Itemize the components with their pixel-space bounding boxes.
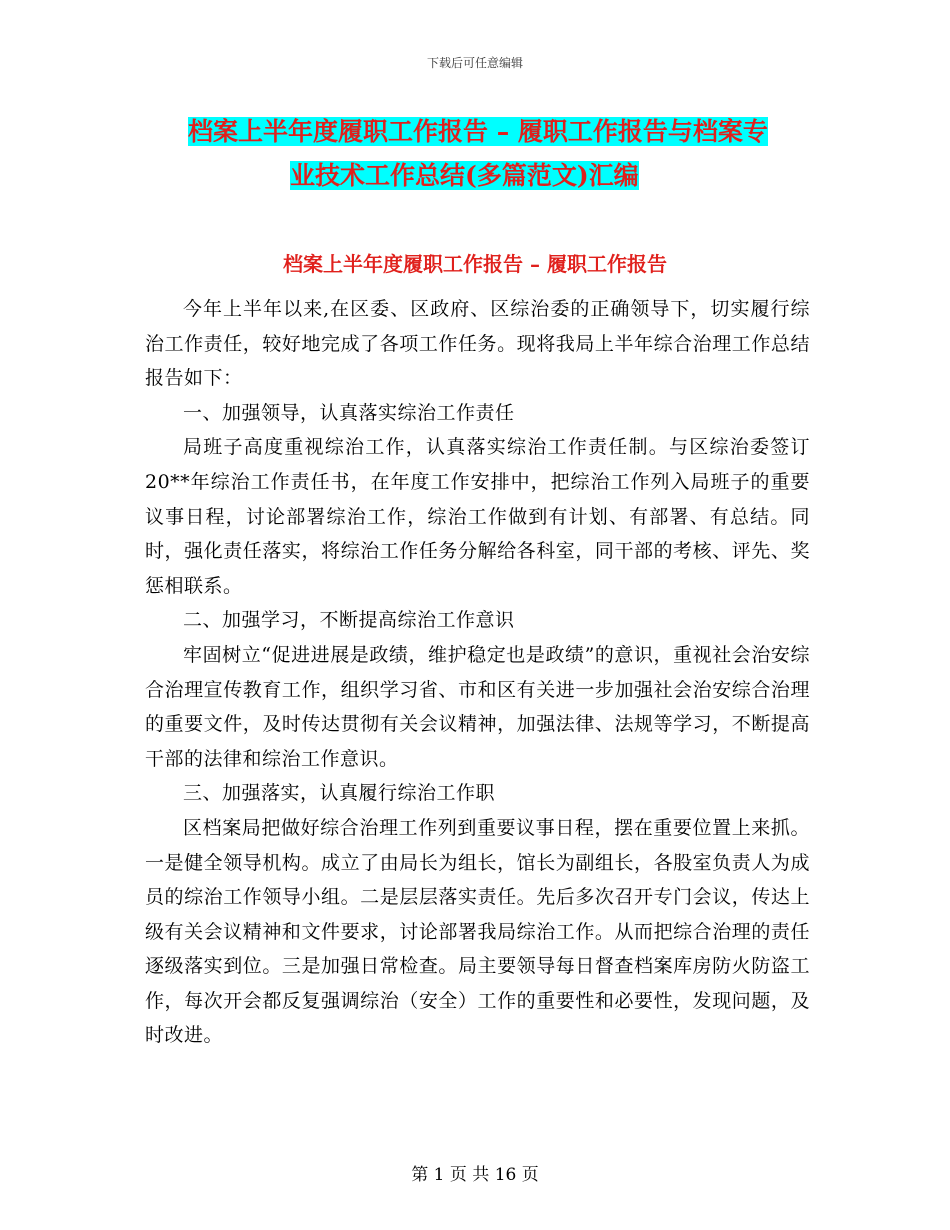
paragraph-section-2: 牢固树立“促进进展是政绩，维护稳定也是政绩”的意识，重视社会治安综合治理宣传教育工作，组织学习省、市和区有关进一步加强社会治安综合治理的重要文件，及时传达贯彻有关会议精神，加强法律、法规等学习，不断提高干部的法律和综治工作意识。	[145, 643, 810, 770]
title-highlight-2: 业技术工作总结(多篇范文)汇编	[290, 161, 639, 190]
heading-section-3: 三、加强落实，认真履行综治工作职	[183, 782, 496, 805]
document-title-line-1	[188, 110, 850, 154]
document-body	[145, 292, 810, 1053]
section-subtitle: 档案上半年度履职工作报告 – 履职工作报告	[283, 252, 667, 276]
document-title-line-2	[290, 154, 850, 198]
paragraph-section-1: 局班子高度重视综治工作，认真落实综治工作责任制。与区综治委签订20**年综治工作责任书，在年度工作安排中，把综治工作列入局班子的重要议事日程，讨论部署综治工作，综治工作做到有计划、有部署、有总结。同时，强化责任落实，将综治工作任务分解给各科室，同干部的考核、评先、奖惩相联系。	[145, 436, 810, 597]
heading-section-2: 二、加强学习，不断提高综治工作意识	[183, 609, 515, 632]
heading-section-1: 一、加强领导，认真落实综治工作责任	[183, 401, 515, 424]
page-header-note: 下载后可任意编辑	[426, 56, 523, 70]
document-title	[150, 110, 850, 198]
paragraph-intro: 今年上半年以来,在区委、区政府、区综治委的正确领导下，切实履行综治工作责任，较好地完成了各项工作任务。现将我局上半年综合治理工作总结报告如下：	[145, 298, 810, 390]
page-number: 第 1 页 共 16 页	[411, 1165, 539, 1185]
title-highlight-1: 档案上半年度履职工作报告 – 履职工作报告与档案专	[188, 117, 768, 146]
paragraph-section-3: 区档案局把做好综合治理工作列到重要议事日程，摆在重要位置上来抓。一是健全领导机构。成立了由局长为组长，馆长为副组长，各股室负责人为成员的综治工作领导小组。二是层层落实责任。先后多次召开专门会议，传达上级有关会议精神和文件要求，讨论部署我局综治工作。从而把综合治理的责任逐级落实到位。三是加强日常检查。局主要领导每日督查档案库房防火防盗工作，每次开会都反复强调综治（安全）工作的重要性和必要性，发现问题，及时改进。	[145, 816, 810, 1047]
